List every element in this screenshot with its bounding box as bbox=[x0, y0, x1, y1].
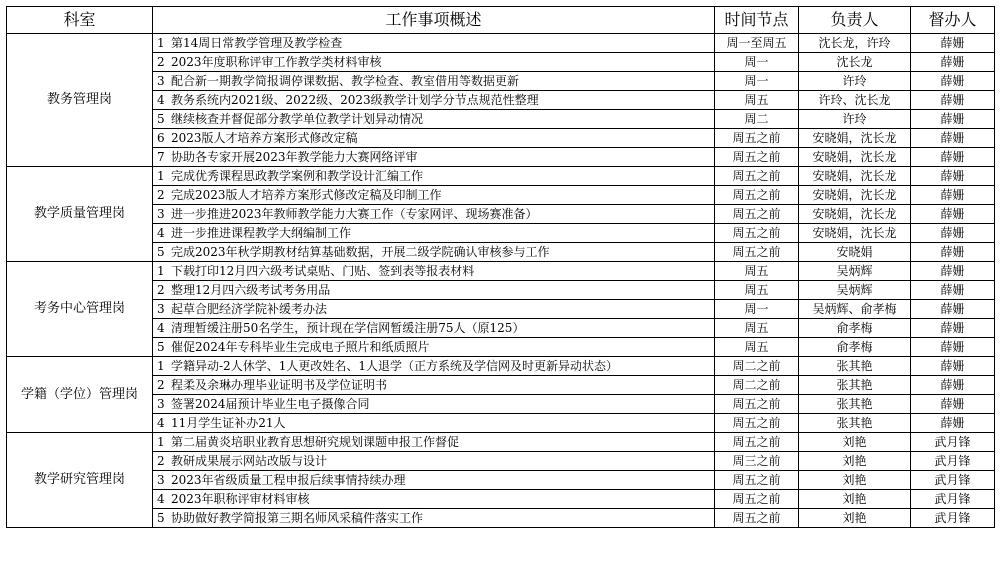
table-row bbox=[7, 300, 995, 319]
task-text: 教研成果展示网站改版与设计 bbox=[171, 454, 328, 468]
task-text: 下载打印12月四六级考试桌贴、门贴、签到表等报表材料 bbox=[171, 264, 475, 278]
work-schedule-table bbox=[6, 6, 995, 528]
task-number: 1 bbox=[157, 359, 165, 373]
supervisor-cell: 武月锋 bbox=[911, 509, 995, 528]
task-number: 1 bbox=[157, 169, 165, 183]
time-cell: 周一至周五 bbox=[715, 34, 799, 53]
task-number: 2 bbox=[157, 55, 165, 69]
task-number: 2 bbox=[157, 454, 165, 468]
task-cell bbox=[153, 509, 715, 528]
table-row bbox=[7, 91, 995, 110]
task-cell bbox=[153, 205, 715, 224]
supervisor-cell: 薛姗 bbox=[911, 129, 995, 148]
table-row bbox=[7, 224, 995, 243]
owner-cell: 张其艳 bbox=[799, 414, 911, 433]
supervisor-cell: 薛姗 bbox=[911, 281, 995, 300]
task-cell bbox=[153, 376, 715, 395]
task-text: 起草合肥经济学院补缓考办法 bbox=[171, 302, 328, 316]
table-row bbox=[7, 53, 995, 72]
table-row bbox=[7, 433, 995, 452]
time-cell: 周五之前 bbox=[715, 490, 799, 509]
task-number: 2 bbox=[157, 283, 165, 297]
supervisor-cell: 薛姗 bbox=[911, 224, 995, 243]
table-header-row bbox=[7, 7, 995, 34]
task-text: 2023年省级质量工程申报后续事情持续办理 bbox=[171, 473, 406, 487]
owner-cell: 安晓娟，沈长龙 bbox=[799, 224, 911, 243]
task-cell bbox=[153, 91, 715, 110]
task-text: 完成2023版人才培养方案形式修改定稿及印制工作 bbox=[171, 188, 442, 202]
supervisor-cell: 武月锋 bbox=[911, 490, 995, 509]
dept-cell: 教学质量管理岗 bbox=[7, 167, 153, 262]
task-text: 整理12月四六级考试考务用品 bbox=[171, 283, 331, 297]
supervisor-cell: 薛姗 bbox=[911, 72, 995, 91]
time-cell: 周五之前 bbox=[715, 509, 799, 528]
task-cell bbox=[153, 433, 715, 452]
supervisor-cell: 薛姗 bbox=[911, 53, 995, 72]
time-cell: 周一 bbox=[715, 53, 799, 72]
owner-cell: 张其艳 bbox=[799, 357, 911, 376]
table-row bbox=[7, 490, 995, 509]
table-row bbox=[7, 72, 995, 91]
task-cell bbox=[153, 319, 715, 338]
owner-cell: 张其艳 bbox=[799, 376, 911, 395]
task-cell bbox=[153, 281, 715, 300]
task-cell bbox=[153, 110, 715, 129]
task-number: 4 bbox=[157, 321, 165, 335]
time-cell: 周五之前 bbox=[715, 395, 799, 414]
task-number: 2 bbox=[157, 378, 165, 392]
time-cell: 周五 bbox=[715, 319, 799, 338]
owner-cell: 安晓娟，沈长龙 bbox=[799, 148, 911, 167]
owner-cell: 安晓娟，沈长龙 bbox=[799, 186, 911, 205]
table-row bbox=[7, 148, 995, 167]
task-number: 3 bbox=[157, 207, 165, 221]
task-number: 5 bbox=[157, 112, 165, 126]
task-text: 继续核查并督促部分教学单位教学计划异动情况 bbox=[171, 112, 424, 126]
task-number: 2 bbox=[157, 188, 165, 202]
table-row bbox=[7, 395, 995, 414]
task-text: 协助各专家开展2023年教学能力大赛网络评审 bbox=[171, 150, 418, 164]
time-cell: 周二之前 bbox=[715, 376, 799, 395]
time-cell: 周一 bbox=[715, 300, 799, 319]
dept-cell: 教学研究管理岗 bbox=[7, 433, 153, 528]
task-number: 5 bbox=[157, 245, 165, 259]
time-cell: 周五之前 bbox=[715, 129, 799, 148]
supervisor-cell: 薛姗 bbox=[911, 148, 995, 167]
task-text: 协助做好教学简报第三期名师风采稿件落实工作 bbox=[171, 511, 424, 525]
table-row bbox=[7, 167, 995, 186]
task-text: 教务系统内2021级、2022级、2023级教学计划学分节点规范性整理 bbox=[171, 93, 539, 107]
table-row bbox=[7, 376, 995, 395]
supervisor-cell: 薛姗 bbox=[911, 414, 995, 433]
supervisor-cell: 薛姗 bbox=[911, 376, 995, 395]
dept-cell: 学籍（学位）管理岗 bbox=[7, 357, 153, 433]
task-number: 5 bbox=[157, 511, 165, 525]
task-text: 清理暂缓注册50名学生，预计现在学信网暂缓注册75人（原125） bbox=[171, 321, 525, 335]
owner-cell: 俞孝梅 bbox=[799, 319, 911, 338]
supervisor-cell: 薛姗 bbox=[911, 110, 995, 129]
owner-cell: 刘艳 bbox=[799, 490, 911, 509]
task-cell bbox=[153, 452, 715, 471]
task-number: 3 bbox=[157, 397, 165, 411]
table-row bbox=[7, 186, 995, 205]
task-cell bbox=[153, 338, 715, 357]
task-cell bbox=[153, 186, 715, 205]
time-cell: 周五 bbox=[715, 281, 799, 300]
owner-cell: 刘艳 bbox=[799, 471, 911, 490]
task-cell bbox=[153, 243, 715, 262]
task-text: 第二届黄炎培职业教育思想研究规划课题申报工作督促 bbox=[171, 435, 460, 449]
table-body bbox=[7, 34, 995, 528]
task-text: 完成优秀课程思政教学案例和教学设计汇编工作 bbox=[171, 169, 424, 183]
time-cell: 周五之前 bbox=[715, 224, 799, 243]
time-cell: 周三之前 bbox=[715, 452, 799, 471]
supervisor-cell: 薛姗 bbox=[911, 338, 995, 357]
task-text: 学籍异动-2人休学、1人更改姓名、1人退学（正方系统及学信网及时更新异动状态） bbox=[171, 359, 618, 373]
dept-cell: 考务中心管理岗 bbox=[7, 262, 153, 357]
task-text: 签署2024届预计毕业生电子摄像合同 bbox=[171, 397, 370, 411]
table-row bbox=[7, 357, 995, 376]
header-task: 工作事项概述 bbox=[153, 7, 715, 34]
task-number: 4 bbox=[157, 93, 165, 107]
task-cell bbox=[153, 34, 715, 53]
supervisor-cell: 薛姗 bbox=[911, 34, 995, 53]
task-cell bbox=[153, 490, 715, 509]
owner-cell: 安晓娟，沈长龙 bbox=[799, 205, 911, 224]
task-text: 2023年度职称评审工作教学类材料审核 bbox=[171, 55, 382, 69]
supervisor-cell: 武月锋 bbox=[911, 471, 995, 490]
task-number: 3 bbox=[157, 473, 165, 487]
owner-cell: 吴炳辉 bbox=[799, 262, 911, 281]
table-row bbox=[7, 110, 995, 129]
supervisor-cell: 薛姗 bbox=[911, 205, 995, 224]
task-cell bbox=[153, 395, 715, 414]
task-text: 完成2023年秋学期教材结算基础数据，开展二级学院确认审核参与工作 bbox=[171, 245, 550, 259]
table-row bbox=[7, 129, 995, 148]
time-cell: 周五之前 bbox=[715, 186, 799, 205]
supervisor-cell: 薛姗 bbox=[911, 167, 995, 186]
table-row bbox=[7, 338, 995, 357]
owner-cell: 俞孝梅 bbox=[799, 338, 911, 357]
owner-cell: 刘艳 bbox=[799, 433, 911, 452]
owner-cell: 沈长龙 bbox=[799, 53, 911, 72]
supervisor-cell: 薛姗 bbox=[911, 186, 995, 205]
task-cell bbox=[153, 72, 715, 91]
header-supervisor: 督办人 bbox=[911, 7, 995, 34]
task-text: 第14周日常教学管理及教学检查 bbox=[171, 36, 343, 50]
header-time: 时间节点 bbox=[715, 7, 799, 34]
dept-cell: 教务管理岗 bbox=[7, 34, 153, 167]
task-cell bbox=[153, 129, 715, 148]
task-text: 进一步推进课程教学大纲编制工作 bbox=[171, 226, 352, 240]
supervisor-cell: 武月锋 bbox=[911, 452, 995, 471]
task-cell bbox=[153, 414, 715, 433]
task-text: 程柔及余琳办理毕业证明书及学位证明书 bbox=[171, 378, 388, 392]
time-cell: 周二 bbox=[715, 110, 799, 129]
owner-cell: 沈长龙，许玲 bbox=[799, 34, 911, 53]
task-number: 7 bbox=[157, 150, 165, 164]
owner-cell: 安晓娟 bbox=[799, 243, 911, 262]
task-number: 4 bbox=[157, 226, 165, 240]
supervisor-cell: 薛姗 bbox=[911, 243, 995, 262]
task-text: 进一步推进2023年教师教学能力大赛工作（专家网评、现场赛准备） bbox=[171, 207, 538, 221]
owner-cell: 刘艳 bbox=[799, 509, 911, 528]
time-cell: 周五 bbox=[715, 262, 799, 281]
table-row bbox=[7, 414, 995, 433]
task-number: 3 bbox=[157, 74, 165, 88]
supervisor-cell: 薛姗 bbox=[911, 395, 995, 414]
time-cell: 周五 bbox=[715, 91, 799, 110]
table-row bbox=[7, 205, 995, 224]
task-cell bbox=[153, 357, 715, 376]
owner-cell: 许玲 bbox=[799, 72, 911, 91]
time-cell: 周五之前 bbox=[715, 167, 799, 186]
table-row bbox=[7, 262, 995, 281]
time-cell: 周五 bbox=[715, 338, 799, 357]
table-row bbox=[7, 319, 995, 338]
supervisor-cell: 薛姗 bbox=[911, 300, 995, 319]
task-cell bbox=[153, 224, 715, 243]
task-number: 5 bbox=[157, 340, 165, 354]
header-dept: 科室 bbox=[7, 7, 153, 34]
time-cell: 周五之前 bbox=[715, 471, 799, 490]
owner-cell: 刘艳 bbox=[799, 452, 911, 471]
header-owner: 负责人 bbox=[799, 7, 911, 34]
task-text: 11月学生证补办21人 bbox=[171, 416, 286, 430]
supervisor-cell: 薛姗 bbox=[911, 357, 995, 376]
table-row bbox=[7, 471, 995, 490]
task-number: 1 bbox=[157, 435, 165, 449]
task-number: 4 bbox=[157, 416, 165, 430]
table-row bbox=[7, 281, 995, 300]
owner-cell: 安晓娟，沈长龙 bbox=[799, 167, 911, 186]
table-row bbox=[7, 34, 995, 53]
time-cell: 周五之前 bbox=[715, 148, 799, 167]
owner-cell: 吴炳辉 bbox=[799, 281, 911, 300]
time-cell: 周五之前 bbox=[715, 433, 799, 452]
supervisor-cell: 薛姗 bbox=[911, 319, 995, 338]
task-cell bbox=[153, 471, 715, 490]
time-cell: 周二之前 bbox=[715, 357, 799, 376]
task-number: 4 bbox=[157, 492, 165, 506]
table-row bbox=[7, 509, 995, 528]
task-text: 2023年职称评审材料审核 bbox=[171, 492, 310, 506]
owner-cell: 张其艳 bbox=[799, 395, 911, 414]
time-cell: 周五之前 bbox=[715, 414, 799, 433]
supervisor-cell: 薛姗 bbox=[911, 262, 995, 281]
owner-cell: 吴炳辉、俞孝梅 bbox=[799, 300, 911, 319]
supervisor-cell: 薛姗 bbox=[911, 91, 995, 110]
task-cell bbox=[153, 300, 715, 319]
task-text: 配合新一期教学简报调停课数据、教学检查、教室借用等数据更新 bbox=[171, 74, 520, 88]
task-number: 1 bbox=[157, 36, 165, 50]
table-row bbox=[7, 452, 995, 471]
time-cell: 周一 bbox=[715, 72, 799, 91]
task-cell bbox=[153, 262, 715, 281]
task-cell bbox=[153, 148, 715, 167]
supervisor-cell: 武月锋 bbox=[911, 433, 995, 452]
task-text: 催促2024年专科毕业生完成电子照片和纸质照片 bbox=[171, 340, 430, 354]
table-row bbox=[7, 243, 995, 262]
task-text: 2023版人才培养方案形式修改定稿 bbox=[171, 131, 358, 145]
task-cell bbox=[153, 53, 715, 72]
task-cell bbox=[153, 167, 715, 186]
owner-cell: 安晓娟，沈长龙 bbox=[799, 129, 911, 148]
time-cell: 周五之前 bbox=[715, 243, 799, 262]
owner-cell: 许玲、沈长龙 bbox=[799, 91, 911, 110]
task-number: 6 bbox=[157, 131, 165, 145]
time-cell: 周五之前 bbox=[715, 205, 799, 224]
owner-cell: 许玲 bbox=[799, 110, 911, 129]
task-number: 3 bbox=[157, 302, 165, 316]
task-number: 1 bbox=[157, 264, 165, 278]
